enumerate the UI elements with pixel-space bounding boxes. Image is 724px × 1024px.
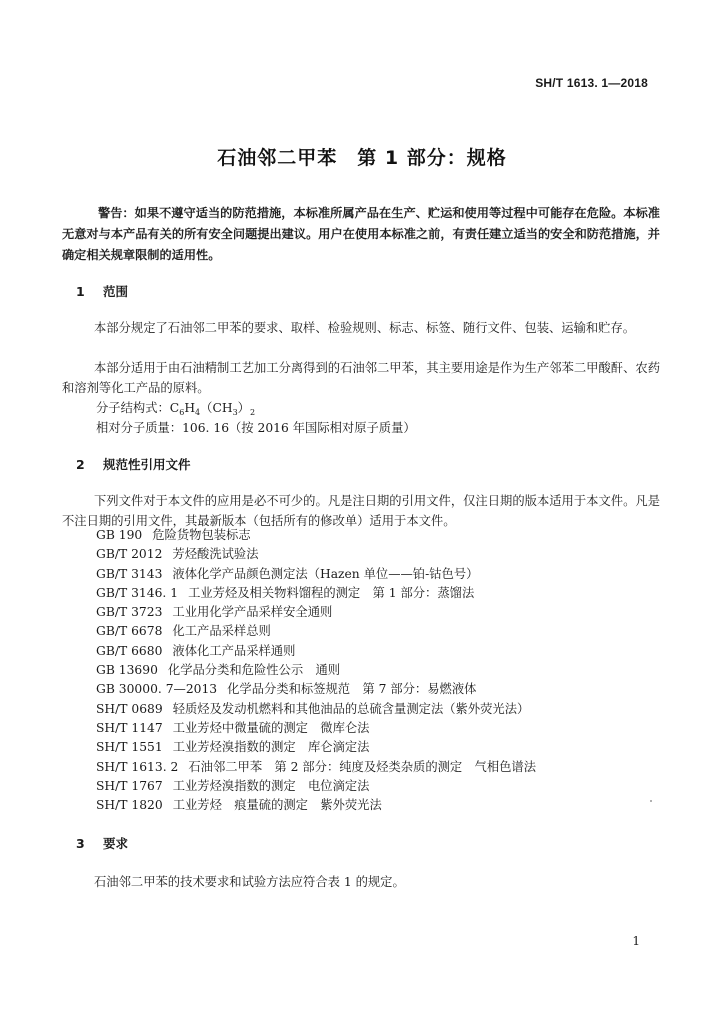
reference-code: SH/T 1147 bbox=[96, 720, 163, 735]
reference-title: 石油邻二甲苯 第 2 部分：纯度及烃类杂质的测定 气相色谱法 bbox=[188, 759, 537, 774]
reference-code: SH/T 1820 bbox=[96, 798, 163, 813]
section-3-heading bbox=[76, 834, 128, 852]
reference-code: GB/T 6680 bbox=[96, 643, 163, 658]
section-2-heading bbox=[76, 455, 191, 473]
reference-item bbox=[96, 565, 536, 584]
reference-title: 工业芳烃 痕量硫的测定 紫外荧光法 bbox=[172, 798, 382, 813]
reference-title: 工业芳烃及相关物料馏程的测定 第 1 部分：蒸馏法 bbox=[188, 585, 475, 600]
reference-code: SH/T 1767 bbox=[96, 778, 163, 793]
molecular-formula: 分子结构式：$C_6H_4(CH_3)_2$ bbox=[96, 401, 256, 417]
reference-title: 工业用化学产品采样安全通则 bbox=[172, 605, 333, 620]
section-title: 要求 bbox=[103, 836, 129, 851]
section-number: 1 bbox=[76, 284, 85, 299]
scope-paragraph-2: 本部分适用于由石油精制工艺加工分离得到的石油邻二甲苯，其主要用途是作为生产邻苯二甲酸酐、农药和溶剂等化工产品的原料。 bbox=[62, 361, 660, 395]
reference-code: GB 13690 bbox=[96, 663, 158, 678]
document-title: 石油邻二甲苯 第 1 部分：规格 bbox=[217, 147, 507, 169]
references-intro: 下列文件对于本文件的应用是必不可少的。凡是注日期的引用文件，仅注日期的版本适用于本文件。凡是不注日期的引用文件，其最新版本（包括所有的修改单）适用于本文件。 bbox=[62, 494, 660, 528]
reference-code: GB 30000. 7—2013 bbox=[96, 682, 218, 697]
reference-item bbox=[96, 738, 536, 757]
reference-code: GB/T 6678 bbox=[96, 624, 163, 639]
reference-title: 工业芳烃中微量硫的测定 微库仑法 bbox=[172, 720, 370, 735]
reference-title: 化学品分类和标签规范 第 7 部分：易燃液体 bbox=[227, 682, 477, 697]
scope-paragraph-1: 本部分规定了石油邻二甲苯的要求、取样、检验规则、标志、标签、随行文件、包装、运输和贮存。 bbox=[94, 321, 636, 335]
reference-code: SH/T 1551 bbox=[96, 740, 163, 755]
reference-item bbox=[96, 642, 536, 661]
reference-item bbox=[96, 545, 536, 564]
molecular-mass: 相对分子质量：106. 16（按 2016 年国际相对原子质量） bbox=[96, 421, 416, 435]
reference-title: 工业芳烃溴指数的测定 库仑滴定法 bbox=[172, 740, 370, 755]
reference-code: GB/T 3143 bbox=[96, 566, 163, 581]
section-number: 2 bbox=[76, 457, 85, 472]
reference-title: 危险货物包装标志 bbox=[152, 528, 251, 542]
reference-title: 化工产品采样总则 bbox=[172, 624, 271, 639]
page-number: 1 bbox=[632, 934, 640, 948]
reference-title: 化学品分类和危险性公示 通则 bbox=[167, 663, 341, 678]
reference-item bbox=[96, 796, 536, 815]
reference-code: GB 190 bbox=[96, 528, 143, 542]
warning-paragraph: 警告：如果不遵守适当的防范措施，本标准所属产品在生产、贮运和使用等过程中可能存在危险。本标准无意对与本产品有关的所有安全问题提出建议。用户在使用本标准之前，有责任建立适当的安全和防范措施，并确定相关规章限制的适用性。 bbox=[62, 206, 660, 262]
section-number: 3 bbox=[76, 836, 85, 851]
reference-title: 轻质烃及发动机燃料和其他油品的总硫含量测定法（紫外荧光法） bbox=[172, 701, 530, 716]
reference-item bbox=[96, 584, 536, 603]
scan-speck bbox=[650, 800, 652, 802]
reference-item bbox=[96, 622, 536, 641]
reference-item bbox=[96, 719, 536, 738]
reference-item bbox=[96, 700, 536, 719]
reference-list bbox=[96, 526, 536, 815]
formula-label: 分子结构式： bbox=[96, 401, 170, 415]
reference-title: 液体化学产品颜色测定法（Hazen 单位——铂-钴色号） bbox=[172, 566, 479, 581]
reference-code: GB/T 3723 bbox=[96, 605, 163, 620]
reference-code: SH/T 1613. 2 bbox=[96, 759, 179, 774]
reference-item bbox=[96, 661, 536, 680]
section-1-heading bbox=[76, 282, 128, 300]
reference-item bbox=[96, 680, 536, 699]
reference-item bbox=[96, 758, 536, 777]
reference-title: 工业芳烃溴指数的测定 电位滴定法 bbox=[172, 778, 370, 793]
reference-code: SH/T 0689 bbox=[96, 701, 163, 716]
reference-title: 芳烃酸洗试验法 bbox=[172, 547, 259, 562]
reference-code: GB/T 2012 bbox=[96, 547, 163, 562]
standard-code: SH/T 1613. 1—2018 bbox=[535, 76, 648, 90]
section-title: 规范性引用文件 bbox=[103, 457, 191, 472]
reference-item bbox=[96, 777, 536, 796]
reference-code: GB/T 3146. 1 bbox=[96, 585, 179, 600]
reference-title: 液体化工产品采样通则 bbox=[172, 643, 296, 658]
requirements-paragraph: 石油邻二甲苯的技术要求和试验方法应符合表 1 的规定。 bbox=[94, 875, 405, 889]
reference-item bbox=[96, 526, 536, 545]
reference-item bbox=[96, 603, 536, 622]
section-title: 范围 bbox=[103, 284, 129, 299]
